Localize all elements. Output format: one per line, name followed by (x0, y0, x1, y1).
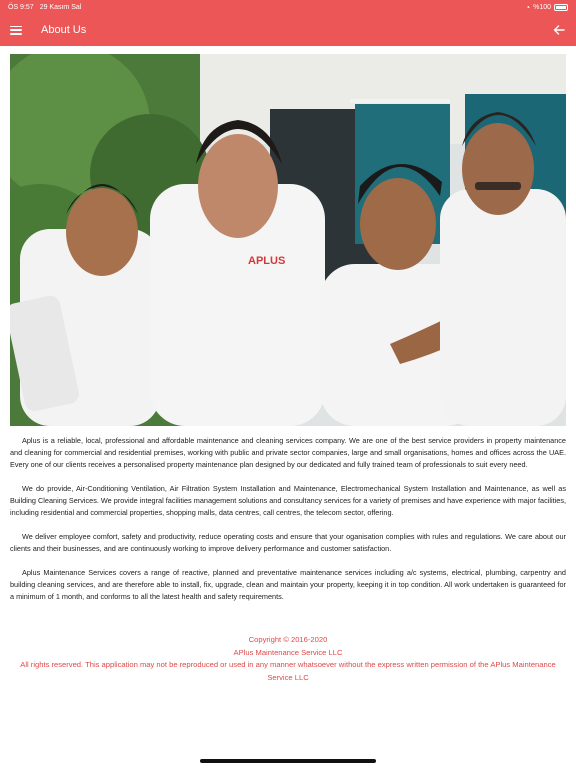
shirt-logo-text: APLUS (248, 255, 286, 267)
status-bar (0, 0, 576, 14)
hamburger-menu-icon[interactable] (10, 26, 22, 35)
about-content (10, 435, 566, 615)
team-photo (10, 54, 566, 426)
status-right-group (525, 3, 568, 12)
copyright-footer (10, 634, 566, 684)
battery-percent: %100 (533, 3, 551, 11)
status-date: 29 Kasım Sal (39, 3, 82, 11)
status-time: ÖS 9:57 (8, 3, 34, 11)
team-photo-illustration (10, 54, 566, 426)
about-paragraph: Aplus Maintenance Services covers a range of reactive, planned and preventative maintenance services including a/c systems, electrical, plumbing, carpentry and building cleaning services, and are therefore able to install, fix, upgrade, clean and maintain your property, keeping it in top condition. All work undertaken is guaranteed for a minimum of 1 month, and conforms to all the latest health and safety requirements. (10, 568, 566, 601)
battery-icon (554, 4, 568, 11)
about-paragraph: We deliver employee comfort, safety and productivity, reduce operating costs and ensure that your oganisation complies with rules and regulations. We care about our clients and their businesses, and are continuously working to improve delivery performance and customer satisfaction. (10, 532, 566, 553)
copyright-line: Copyright © 2016-2020 (248, 635, 328, 644)
home-indicator[interactable] (200, 759, 376, 763)
about-paragraph: We do provide, Air-Conditioning Ventilation, Air Filtration System Installation and Maintenance, Electromechanical System Installation and Maintenance, as well as Building Cleaning Services. We provide integral facilities management solutions and consultancy services for a variety of premises and have experience with major facilities, including residential and commercial properties, shopping malls, data centres, call centres, the telecom sector, offering. (10, 484, 566, 517)
rights-notice: All rights reserved. This application may not be reproduced or used in any manner whatsoever without the express written permission of the APlus Maintenance Service LLC (20, 660, 556, 682)
about-paragraph: Aplus is a reliable, local, professional and affordable maintenance and cleaning services company. We are one of the best service providers in property maintenance and cleaning for commercial and residential premises, working with public and private sector companies, large and small organisations, homes and offices across the UAE. Every one of our clients receives a personalised property maintenance plan designed by our dedicated and fully trained team of professionals to suit every need. (10, 436, 566, 469)
arrow-left-icon[interactable] (553, 24, 565, 36)
page-title: About Us (41, 24, 87, 36)
wifi-icon: ◔ (525, 2, 531, 12)
app-bar (0, 14, 576, 46)
company-name: APlus Maintenance Service LLC (233, 647, 343, 657)
